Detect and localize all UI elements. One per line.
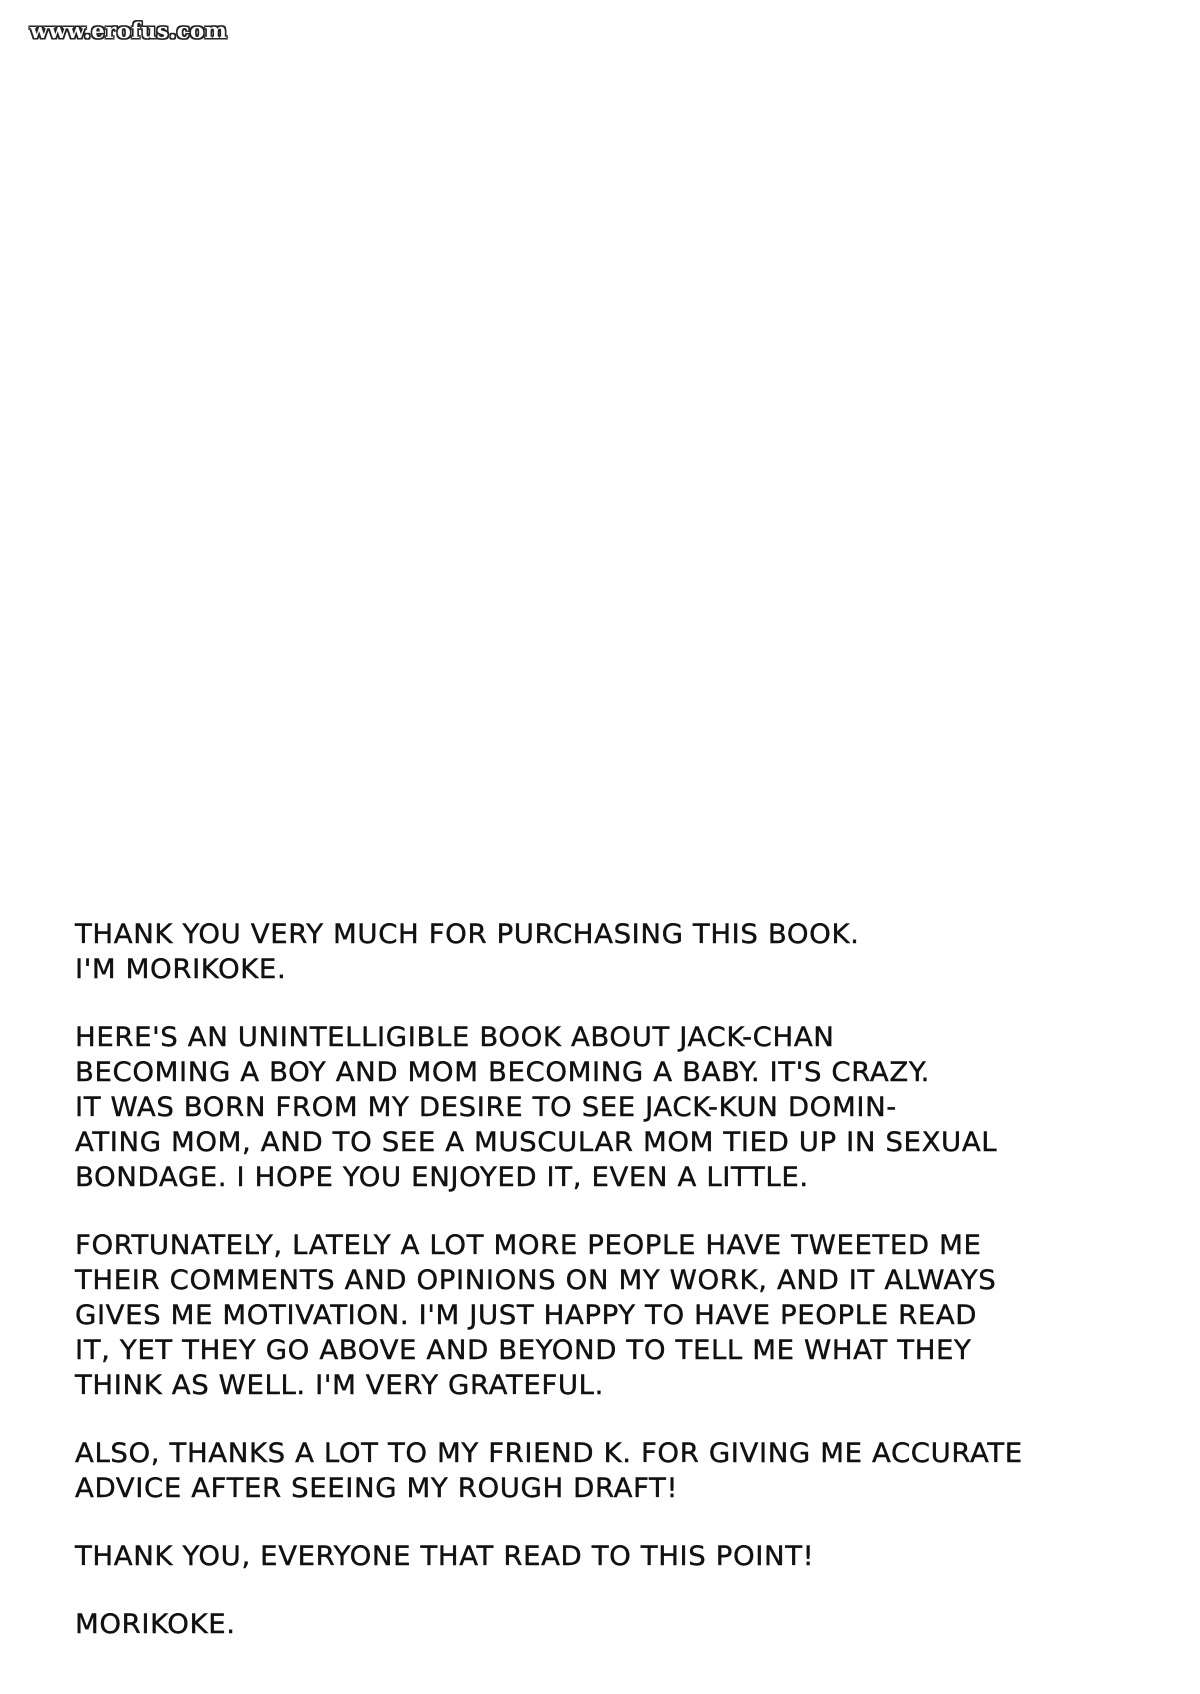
text-line: THANK YOU VERY MUCH FOR PURCHASING THIS BOOK. bbox=[75, 919, 860, 950]
afterword-text-block bbox=[75, 917, 1135, 1675]
text-line: HERE'S AN UNINTELLIGIBLE BOOK ABOUT JACK-CHAN bbox=[75, 1022, 835, 1053]
text-line: BECOMING A BOY AND MOM BECOMING A BABY. IT'S CRAZY. bbox=[75, 1057, 931, 1088]
text-line: THEIR COMMENTS AND OPINIONS ON MY WORK, AND IT ALWAYS bbox=[75, 1265, 997, 1296]
text-line: THINK AS WELL. I'M VERY GRATEFUL. bbox=[75, 1370, 604, 1401]
afterword-paragraph-thanks bbox=[75, 917, 1135, 987]
signature-text: MORIKOKE. bbox=[75, 1609, 236, 1640]
text-line: I'M MORIKOKE. bbox=[75, 954, 287, 985]
text-line: ATING MOM, AND TO SEE A MUSCULAR MOM TIED UP IN SEXUAL bbox=[75, 1127, 998, 1158]
text-line: BONDAGE. I HOPE YOU ENJOYED IT, EVEN A LITTLE. bbox=[75, 1162, 809, 1193]
afterword-paragraph-feedback bbox=[75, 1228, 1135, 1403]
afterword-paragraph-book-description bbox=[75, 1020, 1135, 1195]
text-line: FORTUNATELY, LATELY A LOT MORE PEOPLE HAVE TWEETED ME bbox=[75, 1230, 982, 1261]
text-line: IT WAS BORN FROM MY DESIRE TO SEE JACK-KUN DOMIN- bbox=[75, 1092, 897, 1123]
text-line: ADVICE AFTER SEEING MY ROUGH DRAFT! bbox=[75, 1473, 679, 1504]
afterword-signature bbox=[75, 1607, 1135, 1642]
afterword-paragraph-reader-thanks bbox=[75, 1539, 1135, 1574]
text-line: THANK YOU, EVERYONE THAT READ TO THIS POINT! bbox=[75, 1541, 815, 1572]
text-line: IT, YET THEY GO ABOVE AND BEYOND TO TELL ME WHAT THEY bbox=[75, 1335, 972, 1366]
afterword-paragraph-friend-thanks bbox=[75, 1436, 1135, 1506]
text-line: ALSO, THANKS A LOT TO MY FRIEND K. FOR GIVING ME ACCURATE bbox=[75, 1438, 1023, 1469]
site-watermark: www.erofus.com bbox=[30, 18, 228, 43]
text-line: GIVES ME MOTIVATION. I'M JUST HAPPY TO HAVE PEOPLE READ bbox=[75, 1300, 978, 1331]
